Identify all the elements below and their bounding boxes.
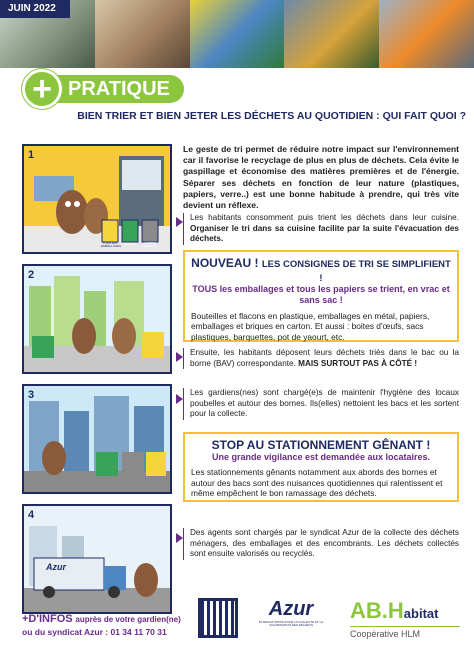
abh-subtitle: Coopérative HLM — [350, 626, 460, 639]
infos-title: +D'INFOS — [22, 613, 73, 625]
infos-line-1: auprès de votre gardien(ne) — [75, 615, 181, 624]
intro-text: Le geste de tri permet de réduire notre impact sur l'environnement car il favorise le recyclage de plus en plus de déchets. Cela évite le gaspillage et économise des matières premières et de l'énergie. Séparer ses déchets en fonction de leur nature (plastiques, papiers, verre..) est une bonne habitude à prendre, qui très vite devient un réflexe. — [183, 144, 459, 210]
step4-text: Des agents sont chargés par le syndicat Azur de la collecte des déchets ménagers, des emballages et des encombrants. Les déchets collectés sont ensuite valorisés ou recyclés. — [183, 528, 459, 560]
section-label — [22, 69, 184, 108]
azur-logo-sub: SYNDICAT MIXTE POUR LA COLLECTE ET LA VALORISATION DES DÉCHETS — [258, 620, 324, 628]
panel-number: 2 — [28, 269, 35, 281]
truck-azur-label: Azur — [46, 562, 66, 572]
bin-label: TOUS LES EMBALLAGES — [101, 241, 122, 248]
panel-number: 3 — [28, 389, 35, 401]
page-title: BIEN TRIER ET BIEN JETER LES DÉCHETS AU QUOTIDIEN : QUI FAIT QUOI ? — [77, 110, 466, 122]
step3-text: Les gardiens(nes) sont chargé(e)s de maintenir l'hygiène des locaux poubelles et autour des bornes. Ils(elles) nettoient les bacs et les sortent pour la collecte. — [183, 388, 459, 420]
pointer-icon — [176, 352, 183, 362]
illustration-panel-1 — [22, 144, 172, 254]
illustration-panel-4 — [22, 504, 172, 614]
illustration-panel-2 — [22, 264, 172, 374]
street-bins-illustration — [24, 266, 170, 372]
box-highlight: TOUS les emballages et tous les papiers se trient, en vrac et sans sac ! — [192, 284, 450, 306]
section-title: PRATIQUE — [50, 75, 184, 103]
panel-number: 1 — [28, 149, 35, 161]
parking-warning-box — [183, 432, 459, 502]
abhabitat-logo — [350, 598, 460, 642]
stop-highlight: Une grande vigilance est demandée aux locataires. — [211, 452, 431, 462]
box-title-b: LES CONSIGNES DE TRI SE SIMPLIFIENT ! — [261, 259, 451, 284]
photo-bins — [190, 0, 285, 68]
stop-body: Les stationnements gênants notamment aux abords des bornes et autour des bacs sont des nuisances quotidiennes qui ralentissent et même empêchent le bon ramassage des déchets. — [191, 467, 443, 499]
illustration-panel-3 — [22, 384, 172, 494]
step1-emphasis: Organiser le tri dans sa cuisine facilite par la suite l'évacuation des déchets. — [190, 223, 459, 244]
step1-body: Les habitants consomment puis trient les déchets dans leur cuisine. — [190, 213, 459, 222]
more-info — [22, 612, 181, 638]
photo-sorting — [95, 0, 190, 68]
cleaning-illustration — [24, 386, 170, 492]
header-photo-strip — [0, 0, 474, 68]
photo-agent — [379, 0, 474, 68]
panel-number: 4 — [28, 509, 35, 521]
bin-label: AUTRES DÉCHETS — [142, 241, 158, 248]
pointer-icon — [176, 394, 183, 404]
step1-text — [183, 213, 459, 245]
abh-word: abitat — [403, 606, 439, 621]
step2-emphasis: MAIS SURTOUT PAS À CÔTÉ ! — [298, 358, 418, 368]
box-title-a: NOUVEAU ! — [191, 256, 259, 270]
issue-date: JUIN 2022 — [0, 0, 70, 18]
kitchen-illustration — [24, 146, 170, 252]
photo-collection — [284, 0, 379, 68]
pointer-icon — [176, 533, 183, 543]
step2-body: Ensuite, les habitants déposent leurs déchets triés dans le bac ou la borne (BAV) correspondante. — [190, 348, 459, 368]
truck-illustration — [24, 506, 170, 612]
new-rules-box — [183, 250, 459, 342]
stop-title: STOP AU STATIONNEMENT GÊNANT ! — [211, 438, 431, 452]
azur-logo-text: Azur — [268, 598, 314, 620]
box-body: Bouteilles et flacons en plastique, emballages en métal, papiers, emballages et briques en carton. Et aussi : boites d'œufs, sacs plastiques, barquettes, pot de yaourt, etc. — [191, 310, 430, 342]
pointer-icon — [176, 217, 183, 227]
azur-logo — [255, 598, 327, 642]
abh-mark: AB.H — [350, 598, 404, 623]
qr-code[interactable] — [198, 598, 238, 638]
step2-text — [183, 348, 459, 369]
bin-label: VERRE — [123, 242, 137, 246]
infos-line-2: ou du syndicat Azur : 01 34 11 70 31 — [22, 626, 167, 637]
plus-icon: + — [22, 69, 62, 109]
